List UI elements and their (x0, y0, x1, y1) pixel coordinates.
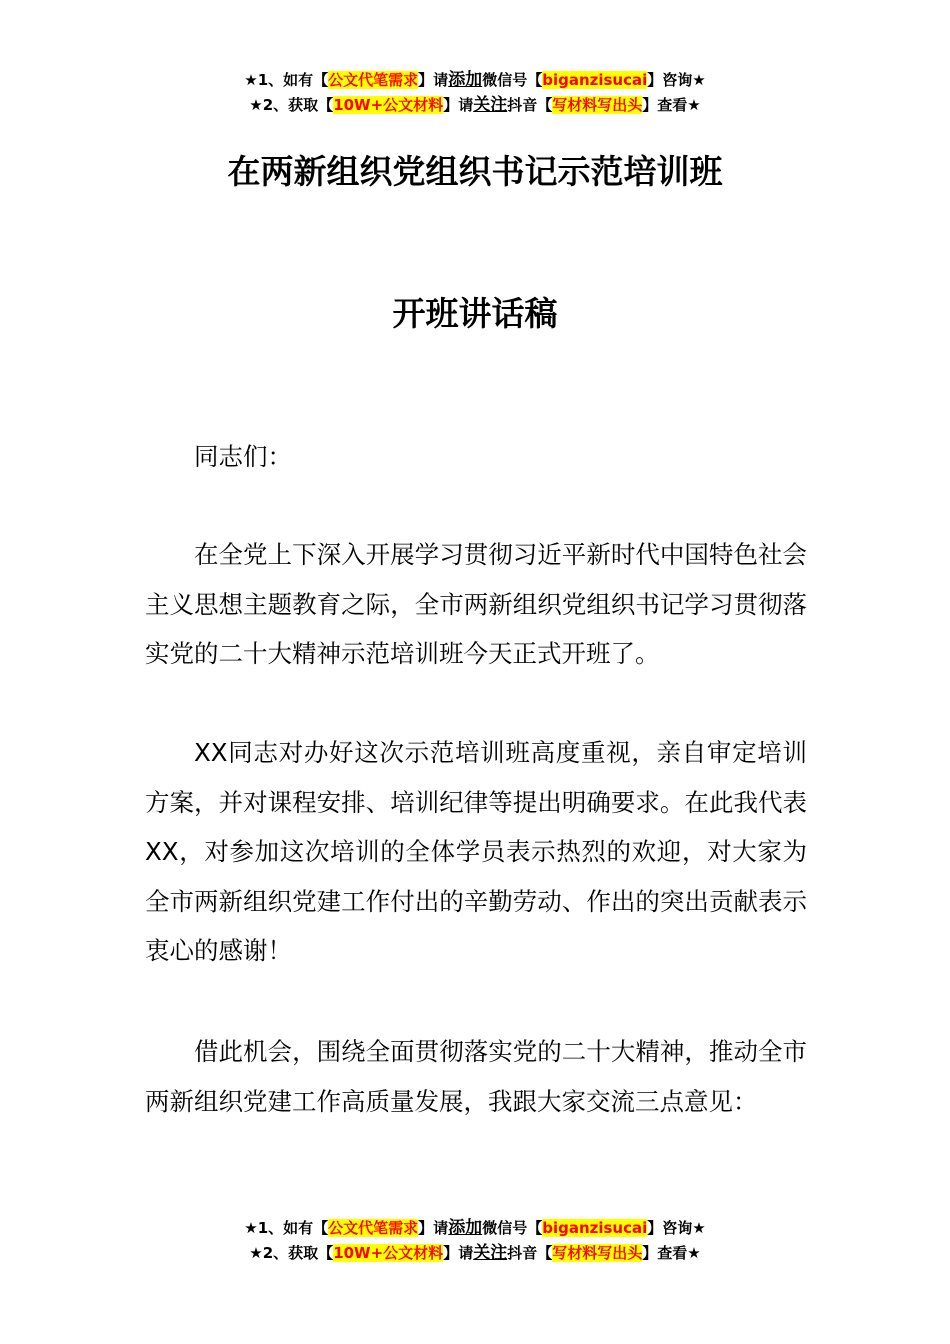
banner-text: 抖音【 (507, 96, 553, 114)
banner-text: 】请 (443, 96, 474, 114)
banner-highlight-douyin-account: 写材料写出头 (552, 96, 643, 114)
banner-text: 】请 (418, 71, 449, 89)
banner-text: ★1、如有【 (244, 71, 329, 89)
banner-emphasis: 关注 (473, 95, 508, 115)
banner-text: ★2、获取【 (249, 1244, 334, 1262)
banner-text: 抖音【 (507, 1244, 553, 1262)
banner-highlight-materials: 10W+公文材料 (333, 1244, 444, 1262)
banner-text: ★1、如有【 (244, 1219, 329, 1237)
banner-text: 】查看★ (642, 96, 701, 114)
banner-highlight-wechat-id: biganzisucai (542, 71, 648, 89)
banner-emphasis: 添加 (448, 1218, 483, 1238)
banner-text: 】请 (418, 1219, 449, 1237)
banner-text: 】请 (443, 1244, 474, 1262)
banner-text: 微信号【 (482, 71, 543, 89)
header-banner (0, 68, 950, 118)
banner-text: ★2、获取【 (249, 96, 334, 114)
footer-banner-line-1 (0, 1216, 950, 1241)
banner-text: 】咨询★ (647, 1219, 706, 1237)
body-paragraph-2: XX同志对办好这次示范培训班高度重视，亲自审定培训方案，并对课程安排、培训纪律等提出明确要求。在此我代表XX，对参加这次培训的全体学员表示热烈的欢迎，对大家为全市两新组织党建工作付出的辛勤劳动、作出的突出贡献表示衷心的感谢！ (145, 738, 807, 965)
banner-highlight-wechat-id: biganzisucai (542, 1219, 648, 1237)
banner-emphasis: 关注 (473, 1243, 508, 1263)
document-title-line-1: 在两新组织党组织书记示范培训班 (227, 152, 723, 191)
header-banner-line-1 (0, 68, 950, 93)
greeting: 同志们： (194, 442, 292, 471)
banner-emphasis: 添加 (448, 70, 483, 90)
banner-highlight-service: 公文代笔需求 (328, 71, 419, 89)
banner-highlight-douyin-account: 写材料写出头 (552, 1244, 643, 1262)
body-paragraph-1: 在全党上下深入开展学习贯彻习近平新时代中国特色社会主义思想主题教育之际，全市两新组织党组织书记学习贯彻落实党的二十大精神示范培训班今天正式开班了。 (145, 540, 807, 668)
banner-text: 微信号【 (482, 1219, 543, 1237)
banner-highlight-materials: 10W+公文材料 (333, 96, 444, 114)
header-banner-line-2 (0, 93, 950, 118)
banner-text: 】查看★ (642, 1244, 701, 1262)
banner-text: 】咨询★ (647, 71, 706, 89)
footer-banner (0, 1216, 950, 1266)
banner-highlight-service: 公文代笔需求 (328, 1219, 419, 1237)
body-paragraph-3: 借此机会，围绕全面贯彻落实党的二十大精神，推动全市两新组织党建工作高质量发展，我跟大家交流三点意见： (145, 1037, 807, 1116)
footer-banner-line-2 (0, 1241, 950, 1266)
document-title-line-2: 开班讲话稿 (392, 294, 558, 333)
